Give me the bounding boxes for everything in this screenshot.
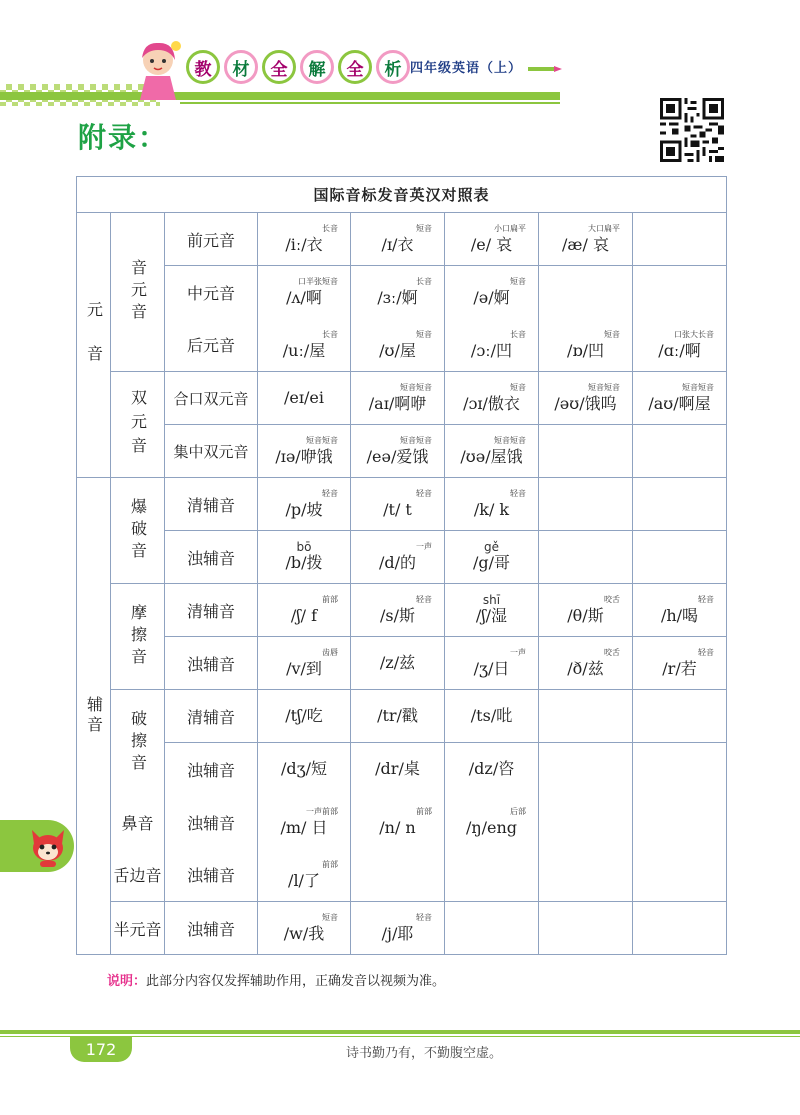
series-title-char: 解	[300, 50, 334, 84]
phoneme-note: 齿唇	[322, 648, 338, 657]
empty-cell	[633, 690, 727, 743]
phoneme-cell	[445, 213, 539, 266]
phoneme-note: 后部	[510, 807, 526, 816]
phoneme-cell	[351, 531, 445, 584]
sub-voiceless: 清辅音	[165, 690, 258, 743]
footer-green-line	[0, 1030, 800, 1034]
phoneme-cell	[351, 796, 445, 849]
empty-cell	[539, 743, 633, 796]
phoneme-symbol: /ɑː/啊	[658, 340, 701, 360]
phoneme-symbol: /ɒ/凹	[566, 340, 605, 360]
phoneme-cell	[351, 372, 445, 425]
phoneme-symbol: /eɪ/ei	[284, 388, 324, 407]
phoneme-note: 长音	[322, 329, 338, 339]
sub-voiced: 浊辅音	[165, 796, 258, 849]
phoneme-note: 咬舌	[604, 648, 620, 657]
phoneme-cell	[539, 319, 633, 372]
empty-cell	[539, 425, 633, 478]
qr-code-icon[interactable]	[660, 98, 724, 162]
phoneme-note: 轻音	[416, 913, 432, 922]
group-semivowel: 半元音	[111, 902, 165, 955]
sub-central-vowel: 中元音	[165, 266, 258, 319]
phoneme-note: 前部	[322, 595, 338, 604]
sub-voiceless: 清辅音	[165, 584, 258, 637]
phoneme-cell	[258, 796, 351, 849]
empty-cell	[539, 902, 633, 955]
phoneme-note: 轻音	[416, 595, 432, 604]
phoneme-symbol: /ŋ/eng	[465, 818, 518, 837]
phoneme-cell	[445, 584, 539, 637]
phoneme-note: 短音短音	[682, 383, 715, 392]
phoneme-symbol: /ɔː/凹	[470, 340, 513, 360]
empty-cell	[633, 796, 727, 849]
page-number: 172	[70, 1036, 132, 1062]
empty-cell	[445, 849, 539, 902]
phoneme-note: shī	[482, 593, 501, 607]
phoneme-symbol: /iː/衣	[285, 235, 323, 254]
group-lateral: 舌边音	[111, 849, 165, 902]
phoneme-symbol: /dr/桌	[375, 759, 420, 779]
phoneme-note: 短音	[510, 383, 526, 392]
phoneme-note: 短音短音	[400, 383, 432, 392]
phoneme-cell	[539, 637, 633, 690]
empty-cell	[633, 902, 727, 955]
vowel-label: 元音	[77, 213, 111, 478]
phoneme-symbol: /j/耶	[381, 924, 414, 943]
phoneme-note: 一声	[510, 648, 526, 657]
phoneme-note: 长音	[416, 277, 432, 287]
series-title-char: 全	[262, 50, 296, 84]
phoneme-cell	[258, 213, 351, 266]
phoneme-cell	[258, 743, 351, 796]
phoneme-cell	[258, 372, 351, 425]
phoneme-cell	[351, 584, 445, 637]
phoneme-symbol: /n/ n	[379, 818, 416, 837]
footnote-label: 说明：	[107, 974, 147, 989]
phoneme-cell	[258, 849, 351, 902]
phoneme-cell	[633, 584, 727, 637]
phoneme-note: gě	[484, 540, 499, 554]
header-green-line	[180, 102, 560, 104]
phoneme-symbol: /ɪ/衣	[381, 235, 414, 254]
phoneme-symbol: /s/斯	[380, 606, 415, 625]
phoneme-cell	[258, 690, 351, 743]
phoneme-symbol: /h/喝	[660, 606, 699, 625]
series-title-char: 全	[338, 50, 372, 84]
phoneme-symbol: /tr/戳	[377, 706, 418, 725]
group-fricative: 摩擦音	[111, 584, 165, 690]
phoneme-symbol: /g/哥	[472, 553, 511, 572]
phoneme-symbol: /b/拨	[285, 553, 323, 572]
phoneme-symbol: /ɜː/婀	[377, 288, 418, 308]
phoneme-symbol: /dz/咨	[468, 759, 515, 779]
phoneme-cell	[258, 584, 351, 637]
phoneme-symbol: /v/到	[286, 659, 322, 678]
empty-cell	[633, 849, 727, 902]
phoneme-symbol: /ʊə/屋饿	[460, 447, 523, 466]
empty-cell	[539, 478, 633, 531]
phoneme-symbol: /θ/斯	[567, 606, 604, 625]
phoneme-cell	[351, 743, 445, 796]
phoneme-cell	[445, 531, 539, 584]
phoneme-cell	[258, 319, 351, 372]
phoneme-cell	[539, 213, 633, 266]
phoneme-note: 一声前部	[306, 807, 338, 816]
empty-cell	[539, 531, 633, 584]
sub-back-vowel: 后元音	[165, 319, 258, 372]
phoneme-symbol: /eə/爱饿	[366, 447, 429, 466]
phoneme-note: 短音短音	[400, 436, 432, 445]
phoneme-symbol: /uː/屋	[282, 340, 326, 360]
phoneme-cell	[633, 637, 727, 690]
pencil-icon	[528, 64, 562, 74]
empty-cell	[633, 531, 727, 584]
series-title-char: 析	[376, 50, 410, 84]
phoneme-note: 小口扁平	[494, 224, 526, 233]
phoneme-cell	[351, 690, 445, 743]
phoneme-symbol: /m/ 日	[280, 818, 328, 837]
sub-voiced: 浊辅音	[165, 902, 258, 955]
sub-closing-diphthong: 合口双元音	[165, 372, 258, 425]
phoneme-symbol: /r/若	[662, 659, 697, 678]
phoneme-symbol: /æ/ 哀	[562, 235, 609, 254]
girl-mascot-icon	[132, 38, 184, 102]
phoneme-note: 口张大长音	[674, 329, 715, 339]
phoneme-cell	[539, 372, 633, 425]
phoneme-note: 短音	[322, 913, 338, 922]
group-diphthong: 双元音	[111, 372, 165, 478]
phoneme-cell	[445, 266, 539, 319]
phoneme-note: 轻音	[510, 489, 526, 498]
phoneme-note: 口半张短音	[298, 277, 338, 287]
footnote	[107, 970, 445, 989]
sub-front-vowel: 前元音	[165, 213, 258, 266]
phoneme-cell	[445, 425, 539, 478]
fox-mascot-icon	[28, 826, 68, 868]
empty-cell	[539, 690, 633, 743]
phoneme-cell	[258, 478, 351, 531]
phoneme-cell	[258, 531, 351, 584]
phoneme-note: 轻音	[322, 489, 338, 498]
phoneme-note: 轻音	[698, 595, 715, 604]
phoneme-cell	[258, 902, 351, 955]
empty-cell	[633, 743, 727, 796]
phoneme-note: 短音	[604, 329, 620, 339]
phoneme-symbol: /l/了	[288, 870, 320, 890]
group-affricate: 破擦音	[111, 690, 165, 796]
group-monophthong: 音元音	[111, 213, 165, 372]
phoneme-symbol: /ʊ/屋	[379, 340, 416, 360]
phoneme-symbol: /ɔɪ/傲衣	[463, 394, 520, 413]
phoneme-note: 短音短音	[306, 436, 338, 445]
phoneme-symbol: /əʊ/饿呜	[554, 394, 617, 413]
phoneme-symbol: /dʒ/短	[280, 759, 328, 779]
phoneme-symbol: /aʊ/啊屋	[648, 394, 711, 413]
phoneme-cell	[445, 478, 539, 531]
phoneme-note: 大口扁平	[588, 224, 620, 233]
empty-cell	[539, 849, 633, 902]
empty-cell	[633, 266, 727, 319]
phoneme-note: 短音	[510, 277, 526, 287]
phoneme-symbol: /ð/兹	[567, 659, 604, 678]
phoneme-note: 前部	[322, 859, 338, 869]
sub-voiced: 浊辅音	[165, 743, 258, 796]
sub-voiced: 浊辅音	[165, 637, 258, 690]
footnote-text: 此部分内容仅发挥辅助作用，正确发音以视频为准。	[146, 974, 446, 989]
phoneme-cell	[445, 319, 539, 372]
table-caption: 国际音标发音英汉对照表	[77, 177, 727, 213]
phoneme-cell	[351, 319, 445, 372]
header-green-band	[0, 92, 560, 100]
phoneme-cell	[445, 372, 539, 425]
phoneme-cell	[445, 690, 539, 743]
phoneme-cell	[351, 902, 445, 955]
phoneme-note: 短音短音	[494, 436, 526, 445]
series-title	[186, 50, 410, 84]
sub-centering-diphthong: 集中双元音	[165, 425, 258, 478]
empty-cell	[445, 902, 539, 955]
phoneme-cell	[258, 266, 351, 319]
phoneme-cell	[633, 319, 727, 372]
phoneme-cell	[445, 796, 539, 849]
phoneme-cell	[351, 425, 445, 478]
phoneme-note: 轻音	[416, 489, 432, 498]
phoneme-note: 咬舌	[604, 595, 620, 604]
empty-cell	[539, 266, 633, 319]
phoneme-symbol: /tʃ/吃	[285, 706, 323, 725]
phoneme-cell	[445, 743, 539, 796]
phoneme-cell	[351, 213, 445, 266]
phoneme-symbol: /ʒ/日	[473, 659, 510, 678]
phoneme-symbol: /k/ k	[473, 500, 510, 519]
phoneme-symbol: /p/坡	[285, 500, 323, 519]
phoneme-cell	[539, 584, 633, 637]
sub-voiced: 浊辅音	[165, 531, 258, 584]
phoneme-note: 短音	[416, 329, 432, 339]
phoneme-symbol: /ə/婀	[473, 288, 510, 308]
phoneme-symbol: /aɪ/啊咿	[368, 394, 427, 413]
phoneme-cell	[633, 372, 727, 425]
phoneme-symbol: /ʌ/啊	[286, 288, 322, 308]
phoneme-note: 前部	[416, 807, 432, 816]
phoneme-note: 长音	[510, 329, 526, 339]
phoneme-cell	[351, 478, 445, 531]
empty-cell	[539, 796, 633, 849]
series-title-char: 教	[186, 50, 220, 84]
phoneme-cell	[258, 425, 351, 478]
phoneme-symbol: /w/我	[283, 924, 325, 943]
page-header	[0, 30, 800, 100]
phoneme-cell	[258, 637, 351, 690]
phoneme-symbol: /ʃ/湿	[475, 606, 508, 625]
phoneme-symbol: /d/的	[378, 553, 417, 572]
phoneme-note: 长音	[322, 224, 338, 233]
phoneme-note: 一声	[416, 542, 432, 551]
phoneme-symbol: /ts/吡	[470, 706, 513, 725]
empty-cell	[633, 213, 727, 266]
phoneme-note: bō	[296, 540, 312, 554]
grade-label: 四年级英语（上）	[410, 61, 523, 76]
sub-voiceless: 清辅音	[165, 478, 258, 531]
empty-cell	[351, 849, 445, 902]
phoneme-symbol: /ɪə/咿饿	[275, 447, 333, 466]
phoneme-note: 轻音	[698, 648, 715, 657]
phoneme-symbol: /e/ 哀	[470, 235, 513, 254]
phoneme-symbol: /t/ t	[383, 500, 412, 519]
phoneme-note: 短音短音	[588, 383, 620, 392]
phoneme-symbol: /ʃ/ f	[290, 606, 318, 625]
series-title-char: 材	[224, 50, 258, 84]
phoneme-symbol: /z/兹	[379, 653, 416, 672]
footer-motto: 诗书勤乃有，不勤腹空虚。	[346, 1046, 503, 1061]
consonant-label: 辅音	[77, 478, 111, 955]
phonetic-chart-table	[76, 176, 727, 955]
phoneme-cell	[351, 637, 445, 690]
phoneme-note: 短音	[416, 224, 432, 233]
empty-cell	[633, 425, 727, 478]
appendix-title: 附录：	[78, 121, 169, 154]
group-nasal: 鼻音	[111, 796, 165, 849]
phoneme-cell	[445, 637, 539, 690]
sub-voiced: 浊辅音	[165, 849, 258, 902]
phoneme-cell	[351, 266, 445, 319]
empty-cell	[633, 478, 727, 531]
group-plosive: 爆破音	[111, 478, 165, 584]
